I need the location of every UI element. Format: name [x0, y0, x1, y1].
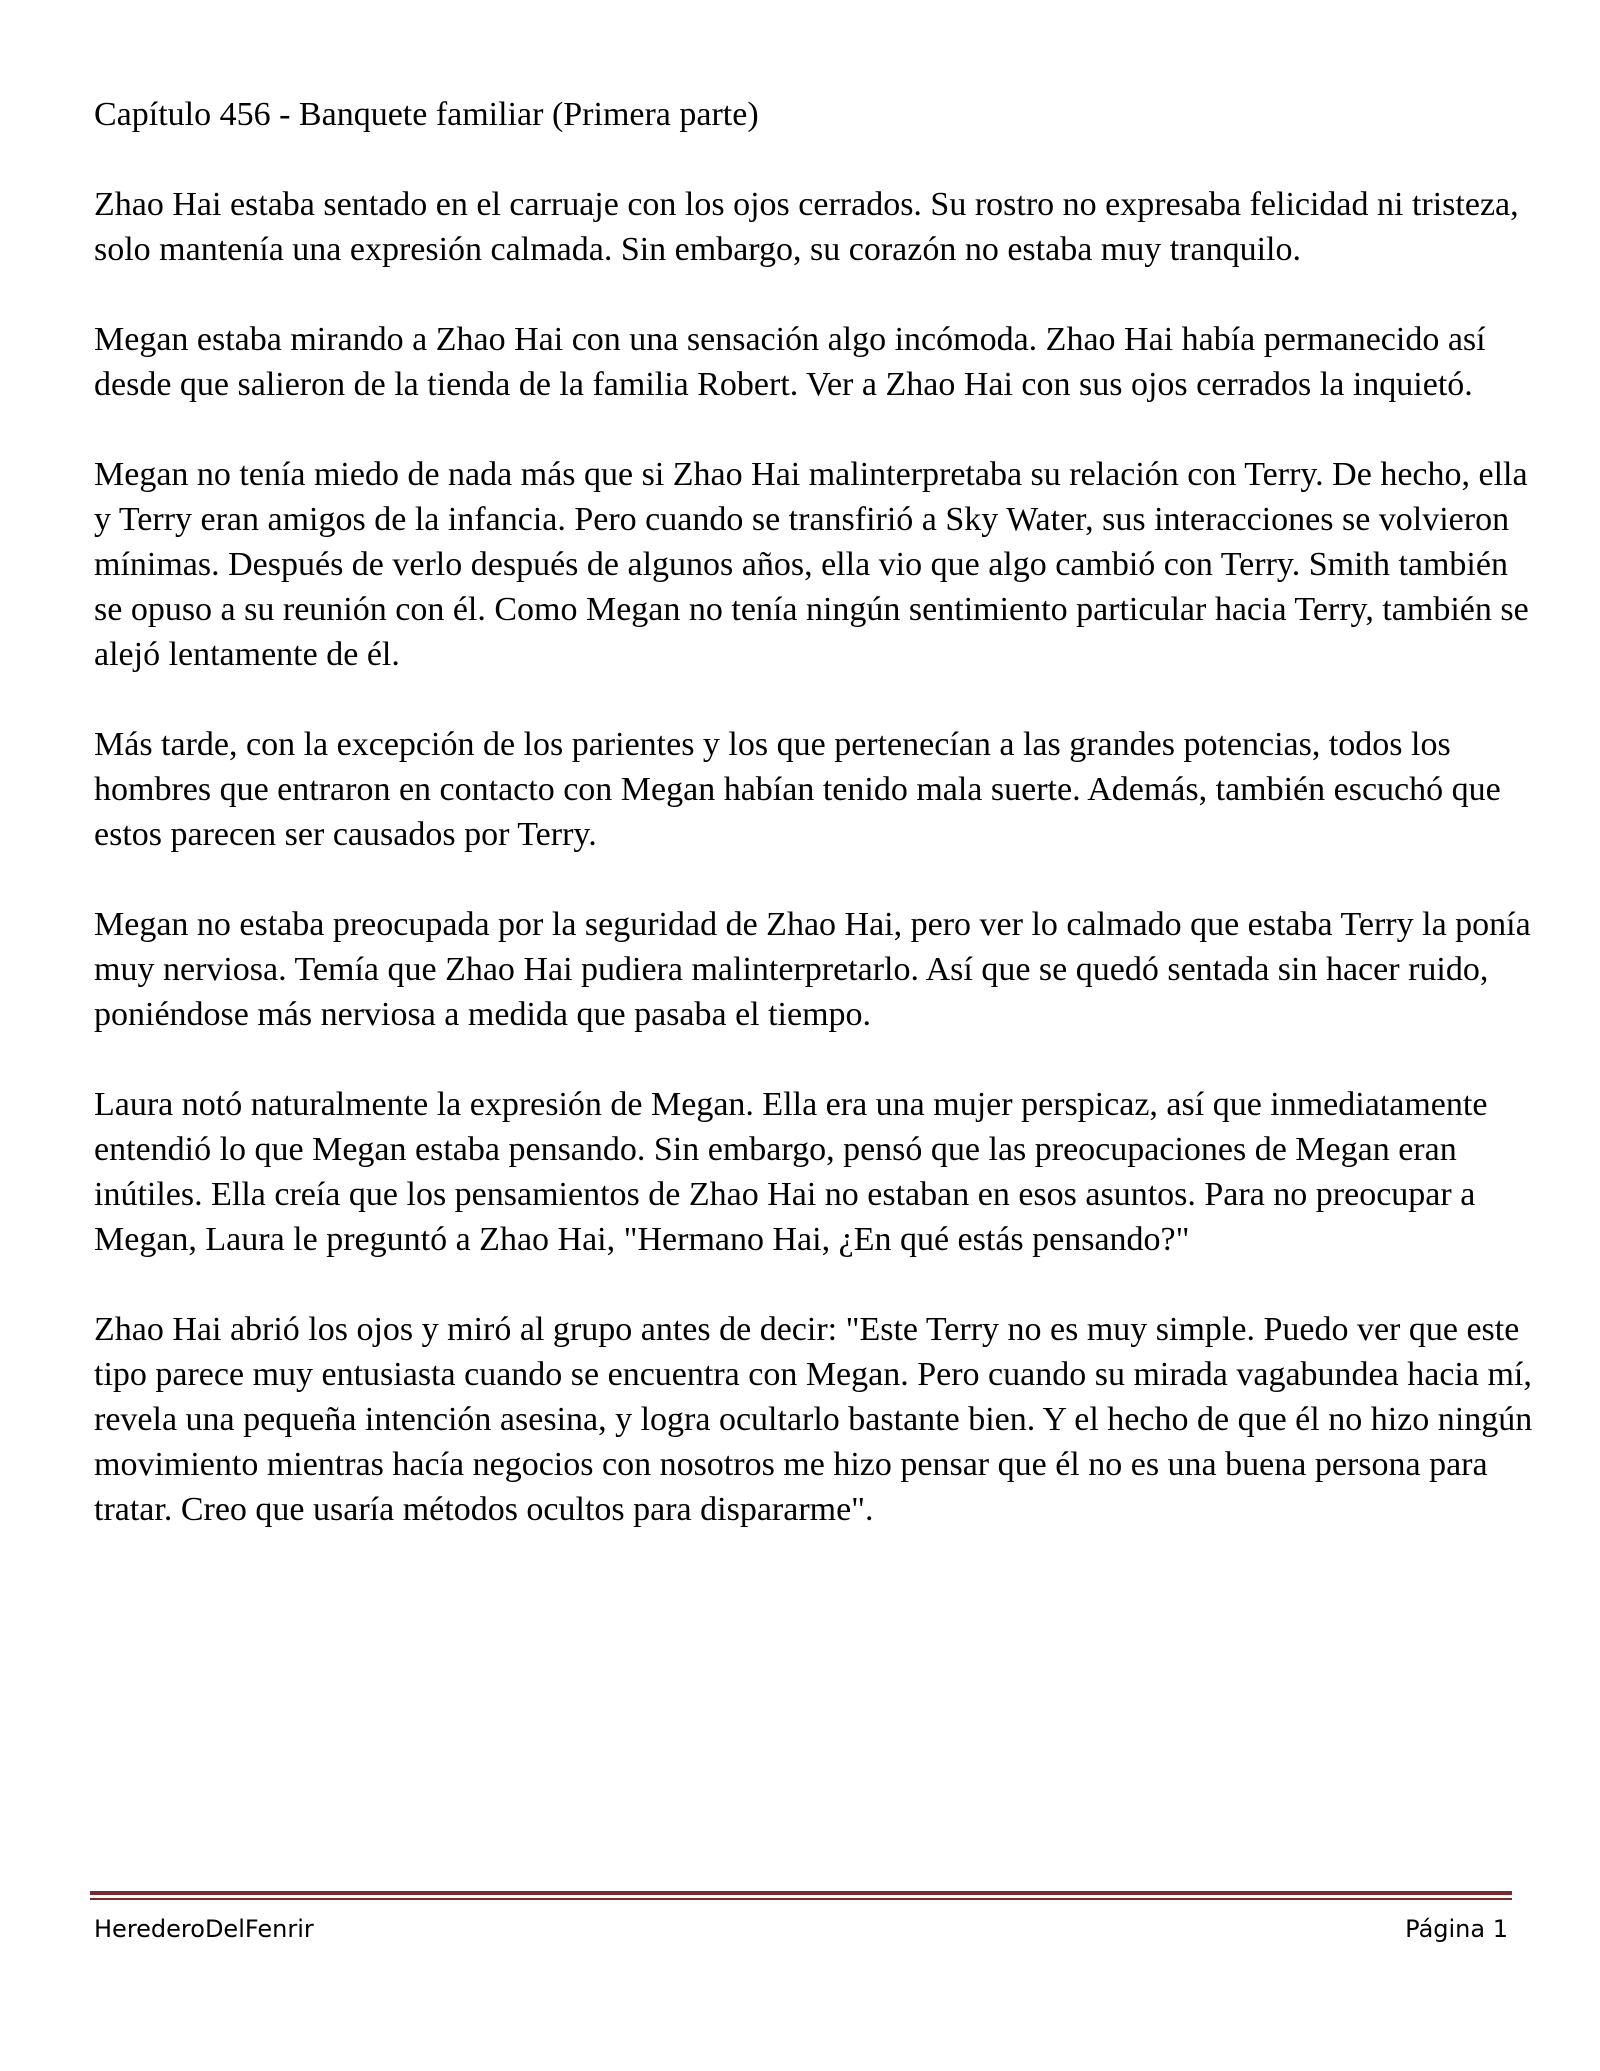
footer-rule-thin	[90, 1898, 1512, 1900]
paragraph-5: Megan no estaba preocupada por la seguridad de Zhao Hai, pero ver lo calmado que estaba Terry la ponía muy nerviosa. Temía que Zhao Hai pudiera malinterpretarlo. Así que se quedó sentada sin hacer ruido, poniéndose más nerviosa a medida que pasaba el tiempo.	[94, 906, 1531, 1033]
footer-page-number: Página 1	[1405, 1915, 1508, 1943]
footer-author: HerederoDelFenrir	[94, 1915, 314, 1943]
paragraph-7: Zhao Hai abrió los ojos y miró al grupo antes de decir: "Este Terry no es muy simple. Puedo ver que este tipo parece muy entusiasta cuando se encuentra con Megan. Pero cuando su mirada vagabundea hacia mí, revela una pequeña intención asesina, y logra ocultarlo bastante bien. Y el hecho de que él no hizo ningún movimiento mientras hacía negocios con nosotros me hizo pensar que él no es una buena persona para tratar. Creo que usaría métodos ocultos para dispararme".	[94, 1311, 1533, 1528]
document-body	[94, 92, 1534, 1577]
paragraph-1: Zhao Hai estaba sentado en el carruaje con los ojos cerrados. Su rostro no expresaba felicidad ni tristeza, solo mantenía una expresión calmada. Sin embargo, su corazón no estaba muy tranquilo.	[94, 186, 1519, 268]
chapter-title: Capítulo 456 - Banquete familiar (Primera parte)	[94, 96, 759, 133]
paragraph-6: Laura notó naturalmente la expresión de Megan. Ella era una mujer perspicaz, así que inmediatamente entendió lo que Megan estaba pensando. Sin embargo, pensó que las preocupaciones de Megan eran inútiles. Ella creía que los pensamientos de Zhao Hai no estaban en esos asuntos. Para no preocupar a Megan, Laura le preguntó a Zhao Hai, "Hermano Hai, ¿En qué estás pensando?"	[94, 1086, 1488, 1258]
paragraph-2: Megan estaba mirando a Zhao Hai con una sensación algo incómoda. Zhao Hai había permanecido así desde que salieron de la tienda de la familia Robert. Ver a Zhao Hai con sus ojos cerrados la inquietó.	[94, 321, 1486, 403]
paragraph-4: Más tarde, con la excepción de los parientes y los que pertenecían a las grandes potencias, todos los hombres que entraron en contacto con Megan habían tenido mala suerte. Además, también escuchó que estos parecen ser causados por Terry.	[94, 726, 1501, 853]
footer-rule-thick	[90, 1891, 1512, 1895]
paragraph-3: Megan no tenía miedo de nada más que si Zhao Hai malinterpretaba su relación con Terry. De hecho, ella y Terry eran amigos de la infancia. Pero cuando se transfirió a Sky Water, sus interacciones se volvieron mínimas. Después de verlo después de algunos años, ella vio que algo cambió con Terry. Smith también se opuso a su reunión con él. Como Megan no tenía ningún sentimiento particular hacia Terry, también se alejó lentamente de él.	[94, 456, 1529, 673]
